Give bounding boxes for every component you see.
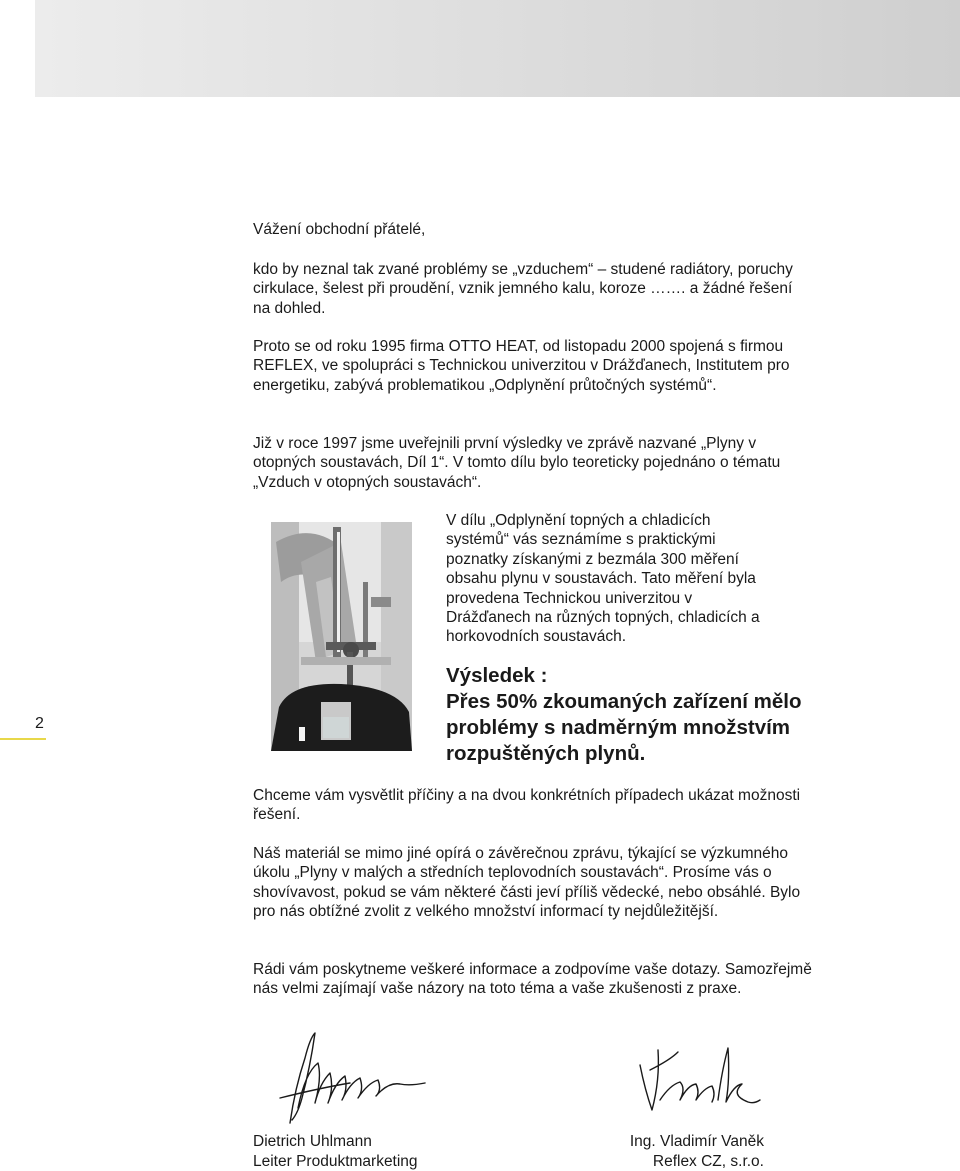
- result-text: Přes 50% zkoumaných zařízení mělo problémy s nadměrným množstvím rozpuštěných plynů.: [446, 690, 802, 765]
- page-number: 2: [35, 715, 44, 732]
- signatory-name-right: Ing. Vladimír Vaněk: [629, 1133, 764, 1150]
- publication-paragraph: Již v roce 1997 jsme uveřejnili první výsledky ve zprávě nazvané „Plyny v otopných soustavách, Díl 1“. V tomto dílu bylo teoreticky pojednáno o tématu „Vzduch v otopných soustavách“.: [253, 435, 781, 491]
- result-heading: Výsledek :: [446, 664, 548, 687]
- page-number-rule: [0, 738, 46, 740]
- explanation-paragraph: Chceme vám vysvětlit příčiny a na dvou konkrétních případech ukázat možnosti řešení.: [253, 787, 801, 824]
- signature-vanek: [630, 1040, 765, 1125]
- measurement-paragraph: V dílu „Odplynění topných a chladicích systémů“ vás seznámíme s praktickými poznatky získanými z bezmála 300 měření obsahu plynu v soustavách. Tato měření byla provedena Technickou univerzitou v Drážďanech na různých topných, chladicích a horkovodních soustavách.: [446, 512, 760, 646]
- signatory-name-left: Dietrich Uhlmann: [253, 1133, 372, 1150]
- signatory-role-right: Reflex CZ, s.r.o.: [652, 1153, 764, 1170]
- signatory-role-left: Leiter Produktmarketing: [253, 1153, 418, 1170]
- intro-paragraph: kdo by neznal tak zvané problémy se „vzduchem“ – studené radiátory, poruchy cirkulace, šelest při proudění, vznik jemného kalu, koroze ……. a žádné řešení na dohled.: [253, 261, 793, 317]
- greeting: Vážení obchodní přátelé,: [253, 221, 426, 238]
- history-paragraph: Proto se od roku 1995 firma OTTO HEAT, od listopadu 2000 spojená s firmou REFLEX, ve spolupráci s Technickou univerzitou v Drážďanech, Institutem pro energetiku, zabývá problematikou „Odplynění průtočných systémů“.: [253, 338, 790, 394]
- source-paragraph: Náš materiál se mimo jiné opírá o závěrečnou zprávu, týkající se výzkumného úkolu „Plyny v malých a středních teplovodních soustavách“. Prosíme vás o shovívavost, pokud se vám některé části jeví příliš vědecké, nebo obsáhlé. Bylo pro nás obtížné zvolit z velkého množství informací ty nejdůležitější.: [253, 845, 801, 921]
- signature-uhlmann: [260, 1028, 430, 1128]
- lab-equipment-photo: [271, 522, 412, 751]
- header-band: [35, 0, 960, 97]
- closing-paragraph: Rádi vám poskytneme veškeré informace a zodpovíme vaše dotazy. Samozřejmě nás velmi zajímají vaše názory na toto téma a vaše zkušenosti z praxe.: [253, 961, 812, 998]
